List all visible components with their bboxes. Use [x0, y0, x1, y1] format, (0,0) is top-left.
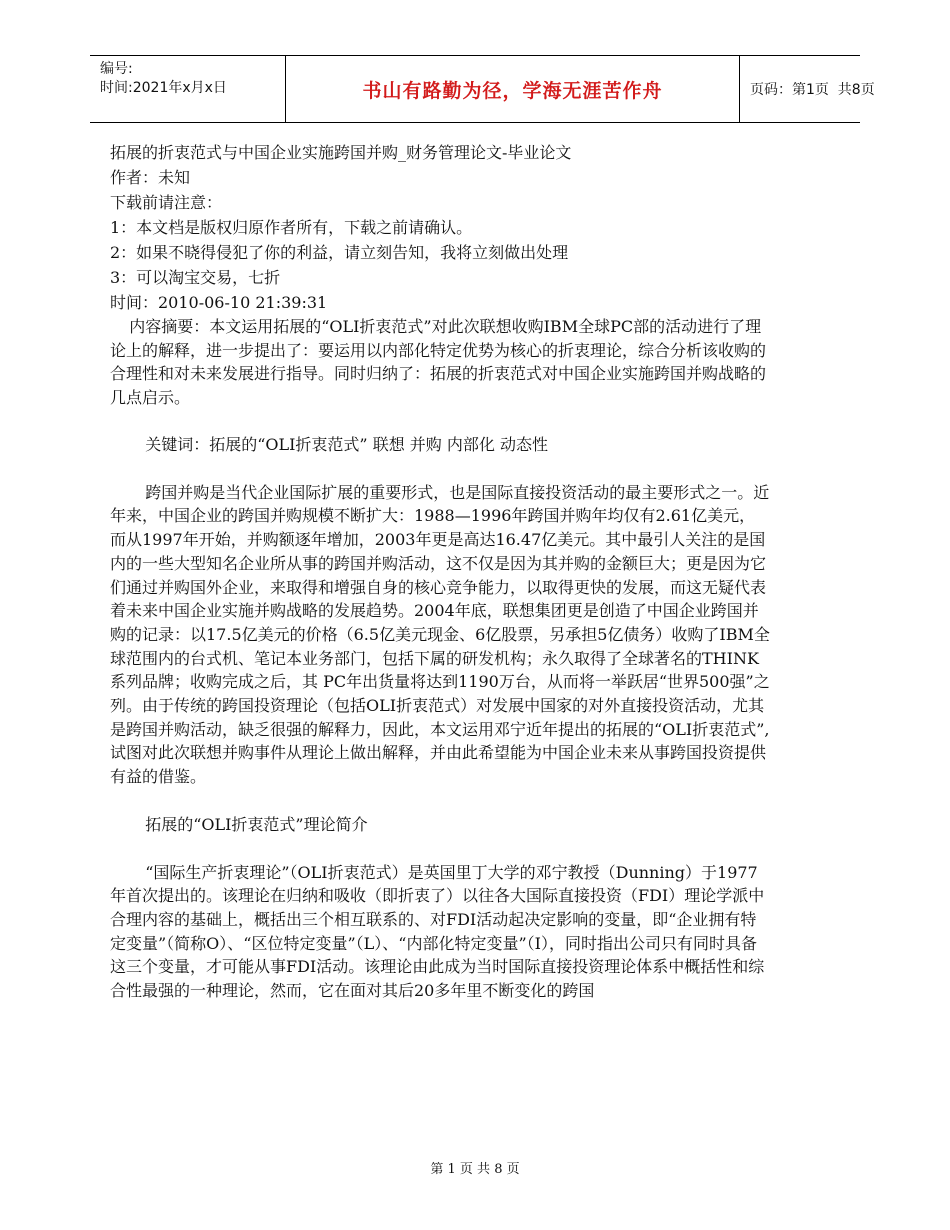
abstract: 内容摘要：本文运用拓展的“OLI折衷范式”对此次联想收购IBM全球PC部的活动进行了理论上的解释，进一步提出了：要运用以内部化特定优势为核心的折衷理论，综合分析该收购的合理性和对未来发展进行指导。同时归纳了：拓展的折衷范式对中国企业实施跨国并购战略的几点启示。 [110, 317, 767, 407]
motto-cell [285, 56, 740, 122]
header-meta [100, 60, 227, 98]
page-footer: 第 1 页 共 8 页 [430, 1162, 520, 1177]
notice-item: 2：如果不晓得侵犯了你的利益，请立刻告知，我将立刻做出处理 [110, 243, 569, 262]
body-paragraph-2: “国际生产折衷理论”（OLI折衷范式）是英国里丁大学的邓宁教授（Dunning）于1977年首次提出的。该理论在归纳和吸收（即折衷了）以往各大国际直接投资（FDI）理论学派中合理内容的基础上，概括出三个相互联系的、对FDI活动起决定影响的变量，即“企业拥有特定变量”（简称O）、“区位特定变量”（L）、“内部化特定变量”（I），同时指出公司只有同时具备这三个变量，才可能从事FDI活动。该理论由此成为当时国际直接投资理论体系中概括性和综合性最强的一种理论，然而，它在面对其后20多年里不断变化的跨国 [110, 862, 765, 1001]
page-info: 页码：第1页 共8页 [750, 82, 875, 98]
article-title: 拓展的折衷范式与中国企业实施跨国并购_财务管理论文-毕业论文 [110, 143, 572, 162]
page-header [90, 55, 875, 123]
publish-time: 时间：2010-06-10 21:39:31 [110, 293, 328, 312]
body-paragraph-1: 跨国并购是当代企业国际扩展的重要形式，也是国际直接投资活动的最主要形式之一。近年来，中国企业的跨国并购规模不断扩大：1988—1996年跨国并购年均仅有2.61亿美元，而从1997年开始，并购额逐年增加，2003年更是高达16.47亿美元。其中最引人关注的是国内的一些大型知名企业所从事的跨国并购活动，这不仅是因为其并购的金额巨大；更是因为它们通过并购国外企业，来取得和增强自身的核心竞争能力，以取得更快的发展，而这无疑代表着未来中国企业实施并购战略的发展趋势。2004年底，联想集团更是创造了中国企业跨国并购的记录：以17.5亿美元的价格（6.5亿美元现金、6亿股票，另承担5亿债务）收购了IBM全球范围内的台式机、笔记本业务部门，包括下属的研发机构；永久取得了全球著名的THINK系列品牌；收购完成之后，其 PC年出货量将达到1190万台，从而将一举跃居“世界500强”之列。由于传统的跨国投资理论（包括OLI折衷范式）对发展中国家的对外直接投资活动，尤其是跨国并购活动，缺乏很强的解释力，因此，本文运用邓宁近年提出的拓展的“OLI折衷范式”,试图对此次联想并购事件从理论上做出解释，并由此希望能为中国企业未来从事跨国投资提供有益的借鉴。 [110, 482, 770, 787]
keywords: 关键词：拓展的“OLI折衷范式” 联想 并购 内部化 动态性 [145, 435, 548, 454]
article-author: 作者：未知 [110, 168, 191, 187]
notice-item: 1：本文档是版权归原作者所有，下载之前请确认。 [110, 218, 473, 237]
section-title: 拓展的“OLI折衷范式”理论简介 [145, 814, 368, 834]
notice-title: 下载前请注意： [110, 193, 223, 212]
time-label: 时间:2021年x月x日 [100, 80, 227, 96]
motto-text: 书山有路勤为径，学海无涯苦作舟 [362, 79, 663, 102]
notice-item: 3：可以淘宝交易，七折 [110, 268, 281, 287]
document-body [110, 140, 770, 1003]
serial-label: 编号: [100, 61, 133, 77]
